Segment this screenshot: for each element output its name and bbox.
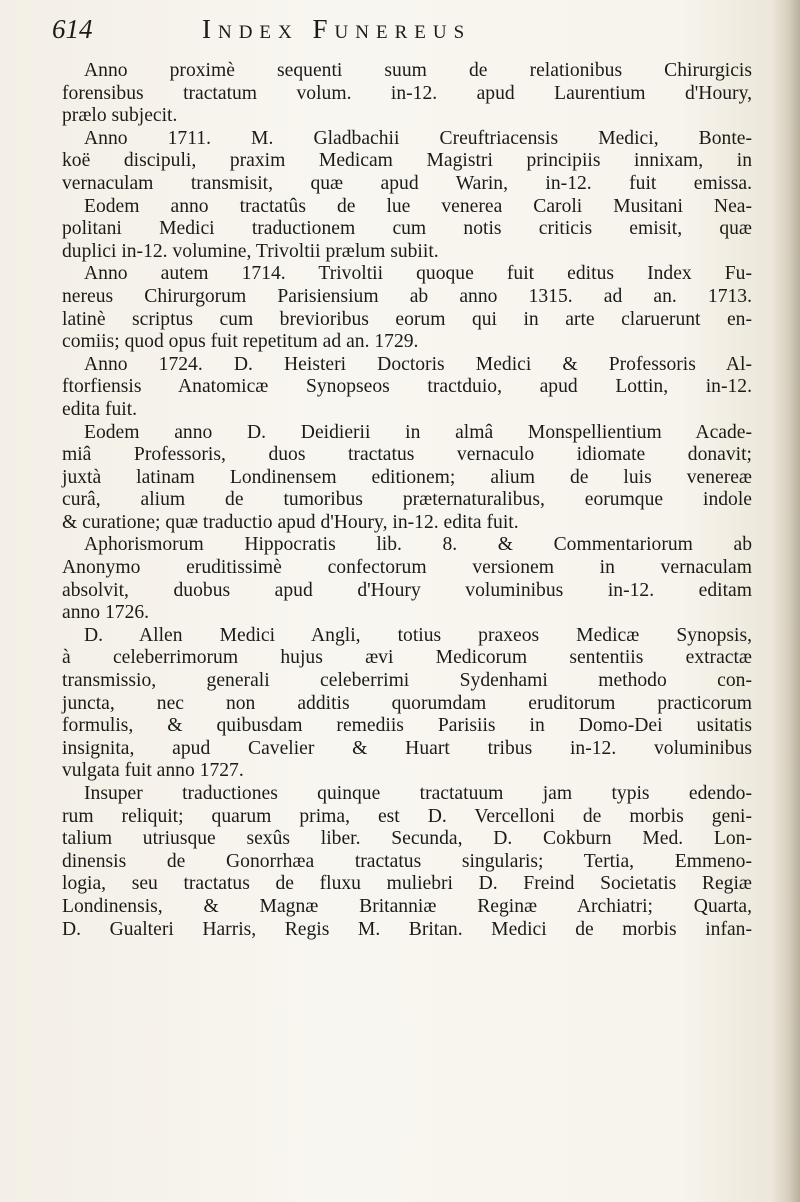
text-line: duplici in-12. volumine, Trivoltii prælum subiit. — [62, 240, 439, 262]
text-line: Anno 1711. M. Gladbachii Creuftriacensis Medici, Bonte- — [84, 127, 752, 149]
text-line: forensibus tractatum volum. in-12. apud Laurentium d'Houry, — [62, 82, 752, 104]
text-line: formulis, & quibusdam remediis Parisiis in Domo-Dei usitatis — [62, 715, 752, 737]
text-line: insignita, apud Cavelier & Huart tribus in-12. voluminibus — [62, 737, 752, 759]
page-header — [52, 14, 752, 58]
text-line: edita fuit. — [62, 398, 138, 420]
text-line: juncta, nec non additis quorumdam eruditorum practicorum — [62, 692, 752, 714]
running-title: Index Funereus — [202, 14, 472, 44]
text-line: Aphorismorum Hippocratis lib. 8. & Commentariorum ab — [84, 534, 752, 556]
text-line: logia, seu tractatus de fluxu muliebri D. Freind Societatis Regiæ — [62, 873, 752, 895]
text-line: prælo subjecit. — [62, 105, 178, 127]
text-line: koë discipuli, praxim Medicam Magistri principiis innixam, in — [62, 150, 752, 172]
text-line: vernaculam transmisit, quæ apud Warin, in-12. fuit emissa. — [62, 172, 752, 194]
text-line: rum reliquit; quarum prima, est D. Vercelloni de morbis geni- — [62, 805, 752, 827]
text-line: Anno 1724. D. Heisteri Doctoris Medici & Professoris Al- — [84, 353, 752, 375]
text-line: transmissio, generali celeberrimi Sydenhami methodo con- — [62, 670, 752, 692]
text-line: Eodem anno D. Deidierii in almâ Monspellientium Acade- — [84, 421, 752, 443]
text-line: Anno autem 1714. Trivoltii quoque fuit editus Index Fu- — [84, 263, 752, 285]
text-line: Anno proximè sequenti suum de relationibus Chirurgicis — [84, 60, 752, 81]
text-line: Anonymo eruditissimè confectorum versionem in vernaculam — [62, 557, 752, 579]
text-line: nereus Chirurgorum Parisiensium ab anno 1315. ad an. 1713. — [62, 285, 752, 307]
text-line: talium utriusque sexûs liber. Secunda, D. Cokburn Med. Lon- — [62, 828, 752, 850]
text-line: anno 1726. — [62, 602, 150, 624]
text-line: latinè scriptus cum brevioribus eorum qui in arte claruerunt en- — [62, 308, 752, 330]
text-line: dinensis de Gonorrhæa tractatus singularis; Tertia, Emmeno- — [62, 850, 752, 872]
text-line: Insuper traductiones quinque tractatuum jam typis edendo- — [84, 783, 752, 804]
text-line: ftorfiensis Anatomicæ Synopseos tractduio, apud Lottin, in-12. — [62, 376, 752, 398]
text-line: D. Allen Medici Angli, totius praxeos Medicæ Synopsis, — [84, 624, 752, 646]
page-edge-shadow — [772, 0, 800, 1202]
text-line: curâ, alium de tumoribus præternaturalibus, eorumque indole — [62, 489, 752, 511]
text-line: Londinensis, & Magnæ Britanniæ Reginæ Archiatri; Quarta, — [62, 895, 752, 917]
text-line: absolvit, duobus apud d'Houry voluminibus in-12. editam — [62, 579, 752, 601]
text-line: & curatione; quæ traductio apud d'Houry, in-12. edita fuit. — [62, 511, 519, 533]
page-number: 614 — [52, 14, 93, 44]
text-line: miâ Professoris, duos tractatus vernaculo idiomate donavit; — [62, 444, 752, 466]
text-line: vulgata fuit anno 1727. — [62, 760, 244, 782]
text-line: juxtà latinam Londinensem editionem; alium de luis venereæ — [62, 466, 752, 488]
body-text — [62, 60, 752, 941]
text-line: comiis; quod opus fuit repetitum ad an. 1729. — [62, 331, 419, 353]
text-line: politani Medici traductionem cum notis criticis emisit, quæ — [62, 218, 752, 240]
text-line: Eodem anno tractatûs de lue venerea Caroli Musitani Nea- — [84, 195, 752, 217]
text-line: à celeberrimorum hujus ævi Medicorum sententiis extractæ — [62, 647, 752, 669]
text-line: D. Gualteri Harris, Regis M. Britan. Medici de morbis infan- — [62, 918, 752, 940]
